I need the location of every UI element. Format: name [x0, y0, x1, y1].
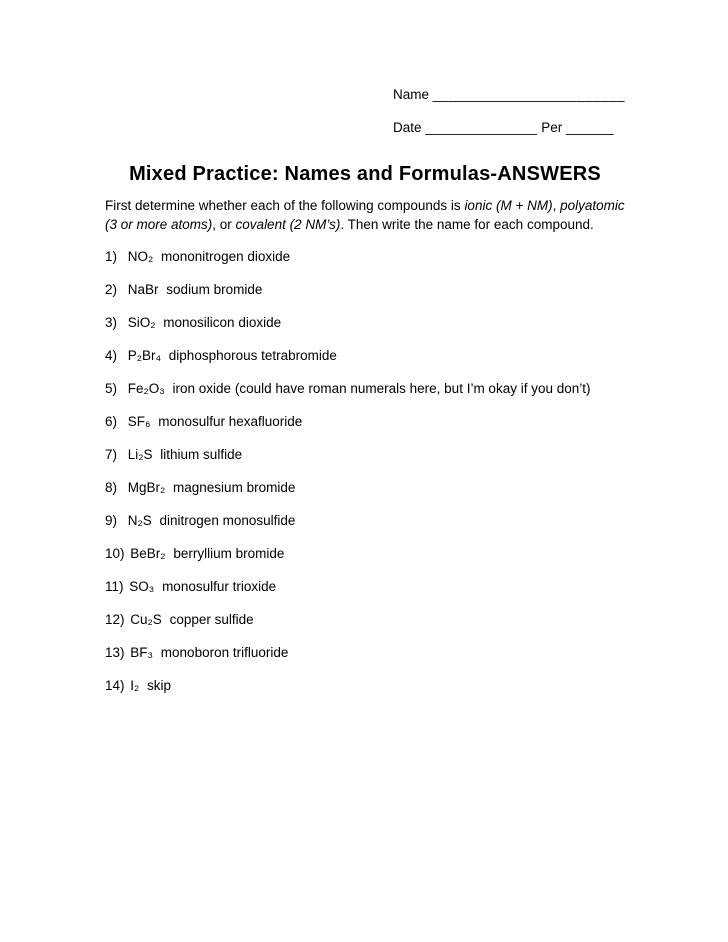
item-number: 8): [105, 480, 118, 495]
item-formula: SF₆: [127, 414, 151, 429]
header-blanks: [393, 86, 625, 136]
item-number: 9): [105, 513, 118, 528]
intro-seg1: First determine whether each of the following compounds is: [105, 198, 465, 213]
per-blank: ______: [565, 120, 615, 135]
date-label: Date: [393, 120, 422, 135]
list-item: [105, 446, 625, 463]
name-blank: ________________________: [432, 87, 625, 102]
list-item: [105, 545, 625, 562]
item-number: 4): [105, 348, 118, 363]
intro-seg7: . Then write the name for each compound.: [340, 217, 594, 232]
item-name: magnesium bromide: [173, 480, 296, 495]
item-number: 12): [105, 612, 125, 627]
item-name: monoboron trifluoride: [160, 645, 289, 660]
item-formula: NaBr: [127, 282, 159, 297]
item-number: 5): [105, 381, 118, 396]
list-item: [105, 347, 625, 364]
item-name: iron oxide (could have roman numerals here, but I’m okay if you don’t): [172, 381, 591, 396]
list-item: [105, 314, 625, 331]
per-label: Per: [541, 120, 563, 135]
name-line: [393, 86, 625, 103]
item-formula: SO₃: [129, 579, 155, 594]
list-item: [105, 512, 625, 529]
item-name: mononitrogen dioxide: [161, 249, 291, 264]
list-item: [105, 611, 625, 628]
intro-seg5: , or: [212, 217, 236, 232]
item-formula: Li₂S: [127, 447, 153, 462]
item-formula: BF₃: [130, 645, 154, 660]
item-number: 6): [105, 414, 118, 429]
intro-ionic: ionic (M + NM): [464, 198, 553, 213]
item-formula: Cu₂S: [130, 612, 162, 627]
list-item: [105, 248, 625, 265]
item-number: 3): [105, 315, 118, 330]
item-name: monosulfur hexafluoride: [158, 414, 303, 429]
item-name: lithium sulfide: [160, 447, 243, 462]
item-formula: SiO₂: [127, 315, 156, 330]
item-number: 7): [105, 447, 118, 462]
item-formula: P₂Br₄: [127, 348, 162, 363]
item-number: 11): [105, 579, 124, 594]
intro-seg3: ,: [552, 198, 561, 213]
compound-list: [105, 248, 625, 694]
list-item: [105, 479, 625, 496]
list-item: [105, 677, 625, 694]
item-formula: NO₂: [127, 249, 154, 264]
list-item: [105, 380, 625, 397]
item-formula: N₂S: [127, 513, 152, 528]
name-label: Name: [393, 87, 430, 102]
item-formula: MgBr₂: [127, 480, 166, 495]
list-item: [105, 413, 625, 430]
list-item: [105, 644, 625, 661]
item-formula: Fe₂O₃: [127, 381, 165, 396]
item-name: monosulfur trioxide: [162, 579, 277, 594]
item-name: copper sulfide: [169, 612, 254, 627]
item-number: 2): [105, 282, 118, 297]
item-name: diphosphorous tetrabromide: [168, 348, 337, 363]
list-item: [105, 281, 625, 298]
item-formula: BeBr₂: [130, 546, 166, 561]
item-name: monosilicon dioxide: [163, 315, 282, 330]
intro-polyatomic: polyatomic (3 or more atoms): [105, 198, 625, 232]
list-item: [105, 578, 625, 595]
item-number: 1): [105, 249, 118, 264]
item-formula: I₂: [130, 678, 140, 693]
date-blank: ______________: [425, 120, 538, 135]
item-number: 14): [105, 678, 125, 693]
item-number: 10): [105, 546, 125, 561]
date-line: [393, 119, 625, 136]
item-name: sodium bromide: [166, 282, 263, 297]
item-name: skip: [147, 678, 172, 693]
item-name: dinitrogen monosulfide: [159, 513, 296, 528]
intro-paragraph: [105, 196, 625, 234]
item-name: berryllium bromide: [173, 546, 285, 561]
intro-covalent: covalent (2 NM’s): [235, 217, 341, 232]
page-title: Mixed Practice: Names and Formulas-ANSWERS: [129, 163, 601, 185]
item-number: 13): [105, 645, 125, 660]
